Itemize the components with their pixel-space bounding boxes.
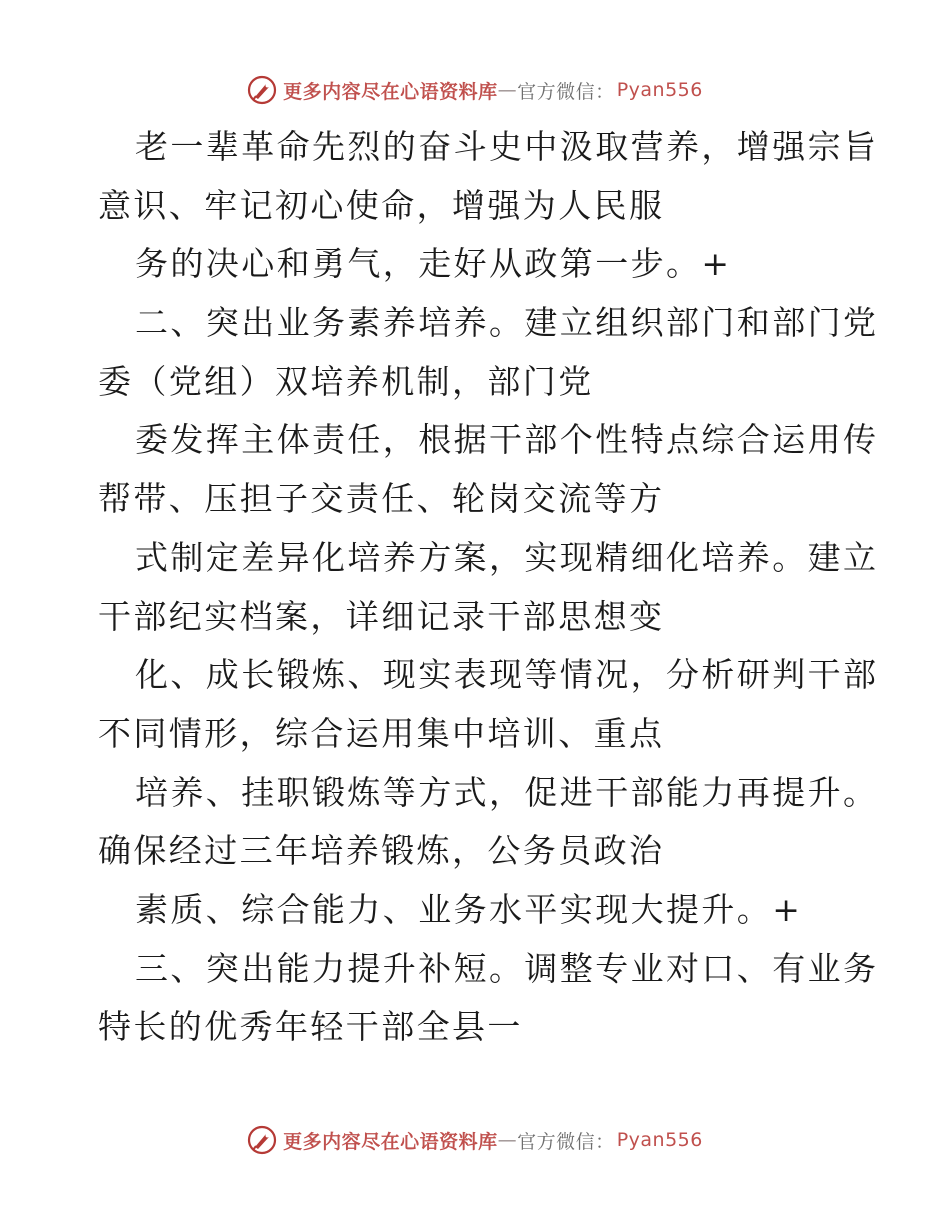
body-line-4: 二、突出业务素养培养。建立组织部门和部门党 [135,303,879,343]
body-line-1: 老一辈革命先烈的奋斗史中汲取营养，增强宗旨 [135,127,879,166]
body-line-9: 干部纪实档案，详细记录干部思想变 [98,596,665,636]
footer-banner-id: Pyan556 [616,1129,703,1151]
footer-banner-title: 更多内容尽在心语资料库 [283,1130,498,1153]
body-line-7: 帮带、压担子交责任、轮岗交流等方 [98,479,665,519]
pen-nib-logo [247,75,277,105]
footer-banner-separator: — [497,1129,518,1151]
body-line-6: 委发挥主体责任，根据干部个性特点综合运用传 [135,420,879,460]
body-line-10: 化、成长锻炼、现实表现等情况，分析研判干部 [135,655,879,695]
header-banner-title: 更多内容尽在心语资料库 [283,80,498,103]
footer-banner [0,1122,950,1158]
pen-nib-logo [247,1125,277,1155]
body-line-15: 三、突出能力提升补短。调整专业对口、有业务 [135,948,879,988]
footer-banner-label: 官方微信： [517,1130,615,1153]
header-banner-label: 官方微信： [517,80,615,103]
body-line-13: 确保经过三年培养锻炼，公务员政治 [98,831,665,871]
document-body [98,118,879,1057]
header-banner-id: Pyan556 [616,79,703,101]
body-line-3: 务的决心和勇气，走好从政第一步。+ [135,244,732,284]
body-line-5: 委（党组）双培养机制，部门党 [98,361,594,401]
body-line-8: 式制定差异化培养方案，实现精细化培养。建立 [135,537,879,577]
body-line-2: 意识、牢记初心使命，增强为人民服 [98,185,665,225]
body-line-16: 特长的优秀年轻干部全县一 [98,1007,523,1047]
header-banner [0,72,950,108]
footer-banner-text [283,1127,703,1154]
body-line-11: 不同情形，综合运用集中培训、重点 [98,713,665,753]
body-line-12: 培养、挂职锻炼等方式，促进干部能力再提升。 [135,772,879,812]
header-banner-text [283,77,703,104]
header-banner-separator: — [497,79,518,101]
body-line-14: 素质、综合能力、业务水平实现大提升。+ [135,889,803,929]
